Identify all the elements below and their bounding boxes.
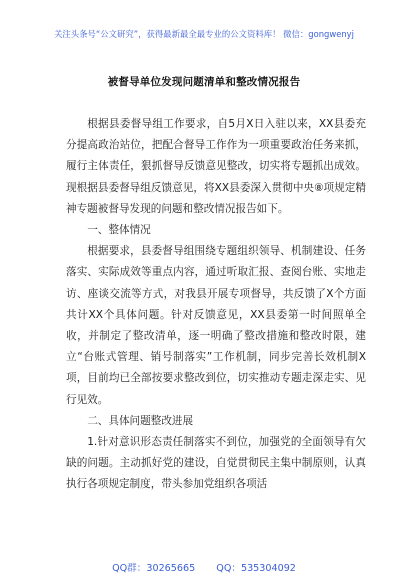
- footer-contact: [0, 560, 408, 574]
- footer-qq: QQ：535304092: [216, 563, 296, 574]
- paragraph-issue-1: 1.针对意识形态责任制落实不到位，加强党的全面领导有欠缺的问题。主动抓好党的建设，自觉贯彻民主集中制原则，认真执行各项规定制度，带头参加党组织各项活: [66, 436, 366, 491]
- section-heading-issues: 二、具体问题整改进展: [87, 414, 194, 427]
- paragraph-overall: 根据要求，县委督导组围绕专题组织领导、机制建设、任务落实、实际成效等重点内容，通过听取汇报、查阅台账、实地走访、座谈交流等方式，对我县开展专项督导，共反馈了X个方面共计XX个具体问题。针对反馈意见，XX县委第一时间照单全收，并制定了整改清单，逐一明确了整改措施和整改时限，建立“台账式管理、销号制落实”工作机制，同步完善长效机制X项，目前均已全部按要求整改到位，切实推动专题走深走实、见行见效。: [66, 245, 366, 406]
- paragraph-intro: 根据县委督导组工作要求，自5月X日入驻以来，XX县委充分提高政治站位，把配合督导工作作为一项重要政治任务来抓，履行主体责任，狠抓督导反馈意见整改，切实将专题抓出成效。现根据县委督导组反馈意见，将XX县委深入贯彻中央⑧项规定精神专题被督导发现的问题和整改情况报告如下。: [66, 118, 366, 215]
- footer-qq-group: QQ群：30265665: [112, 563, 196, 574]
- section-heading-overall: 一、整体情况: [87, 224, 151, 237]
- document-title: 被督导单位发现问题清单和整改情况报告: [107, 76, 301, 88]
- header-banner: 关注头条号“公文研究”，获得最新最全最专业的公文资料库！ 微信：gongwenyj: [54, 29, 354, 39]
- document-body: [66, 114, 366, 496]
